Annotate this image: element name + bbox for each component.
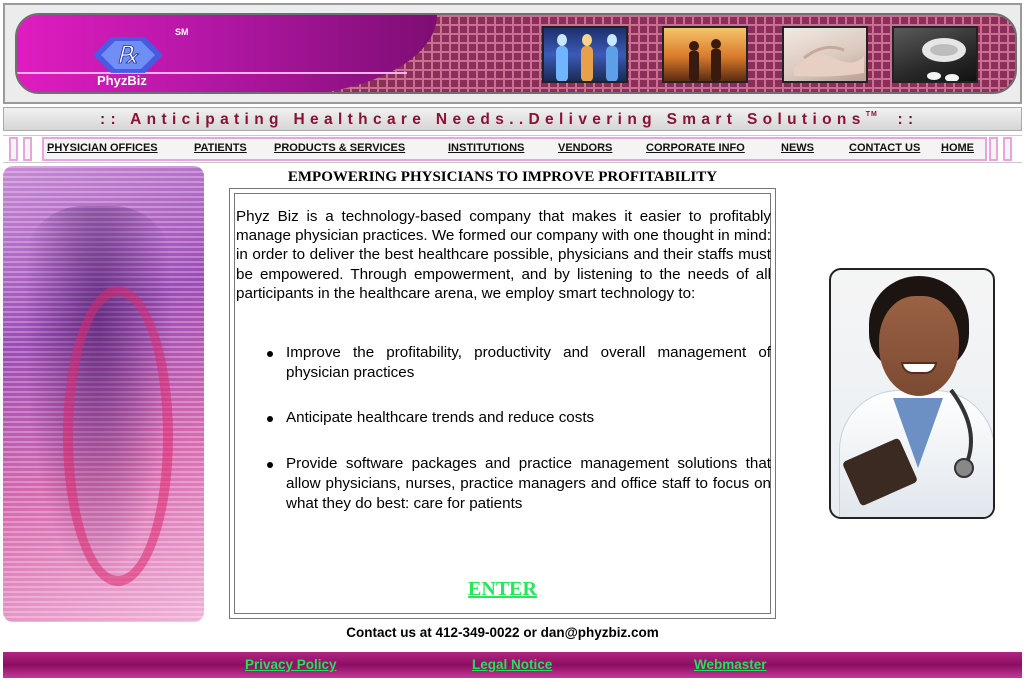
svg-text:℞: ℞ [117, 43, 139, 69]
nav-institutions[interactable]: INSTITUTIONS [448, 142, 525, 154]
tagline [100, 111, 919, 129]
banner-gradient-panel [17, 15, 437, 94]
nav-left-cap-decoration [9, 137, 18, 161]
enter-link[interactable]: ENTER [468, 578, 537, 600]
footer-bar [3, 652, 1022, 678]
list-item: Anticipate healthcare trends and reduce costs [236, 408, 771, 454]
pills-icon [892, 26, 978, 83]
nav-corporate-info[interactable]: CORPORATE INFO [646, 142, 745, 154]
nav-left-cap-decoration [23, 137, 32, 161]
list-item: Provide software packages and practice management solutions that allow physicians, nurses, practice managers and office staff to focus on what they do best: care for patients [236, 454, 771, 514]
nav-right-cap-decoration [989, 137, 998, 161]
tagline-text: :: Anticipating Healthcare Needs..Delivering Smart Solutions [100, 111, 866, 128]
stethoscope-icon [831, 270, 995, 519]
nav-vendors[interactable]: VENDORS [558, 142, 613, 154]
hands-icon [782, 26, 868, 83]
benefits-list [236, 343, 771, 514]
page-title: EMPOWERING PHYSICIANS TO IMPROVE PROFITABILITY [287, 169, 718, 185]
content-panel [229, 188, 776, 619]
nav-home[interactable]: HOME [941, 142, 974, 154]
logo-wordmark[interactable]: PhyzBiz [97, 73, 147, 88]
anatomy-figures-icon [542, 26, 628, 83]
contact-info: Contact us at 412-349-0022 or dan@phyzbiz.com [346, 625, 659, 640]
nav-products-services[interactable]: PRODUCTS & SERVICES [274, 142, 406, 154]
legal-notice-link[interactable]: Legal Notice [472, 657, 553, 672]
list-item: Improve the profitability, productivity and overall management of physician practices [236, 343, 771, 408]
tagline-trademark: TM [865, 111, 878, 118]
logo-service-mark: SM [175, 27, 189, 37]
nav-patients[interactable]: PATIENTS [194, 142, 247, 154]
couple-sunset-icon [662, 26, 748, 83]
intro-paragraph: Phyz Biz is a technology-based company that makes it easier to profitably manage physician practices. We formed our company with one thought in mind: in order to deliver the best healthcare possible, physicians and their staffs must be empowered. Through empowerment, and by listening to the needs of all participants in the healthcare arena, we employ smart technology to: [236, 208, 771, 302]
nav-physician-offices[interactable]: PHYSICIAN OFFICES [47, 142, 158, 154]
tagline-bar [3, 107, 1022, 131]
nav-contact-us[interactable]: CONTACT US [849, 142, 921, 154]
smiling-nurse-icon [829, 268, 995, 519]
phyzbiz-logo-icon[interactable] [93, 35, 163, 75]
tagline-end: :: [897, 111, 919, 128]
doctor-xray-icon [3, 166, 204, 622]
privacy-policy-link[interactable]: Privacy Policy [245, 657, 337, 672]
banner-divider-line [17, 72, 407, 74]
header-banner [15, 13, 1017, 94]
webmaster-link[interactable]: Webmaster [694, 657, 767, 672]
side-image-ring [63, 286, 173, 586]
nav-right-cap-decoration [1003, 137, 1012, 161]
nav-news[interactable]: NEWS [781, 142, 814, 154]
main-navigation [3, 135, 1022, 163]
header-frame [3, 3, 1022, 104]
